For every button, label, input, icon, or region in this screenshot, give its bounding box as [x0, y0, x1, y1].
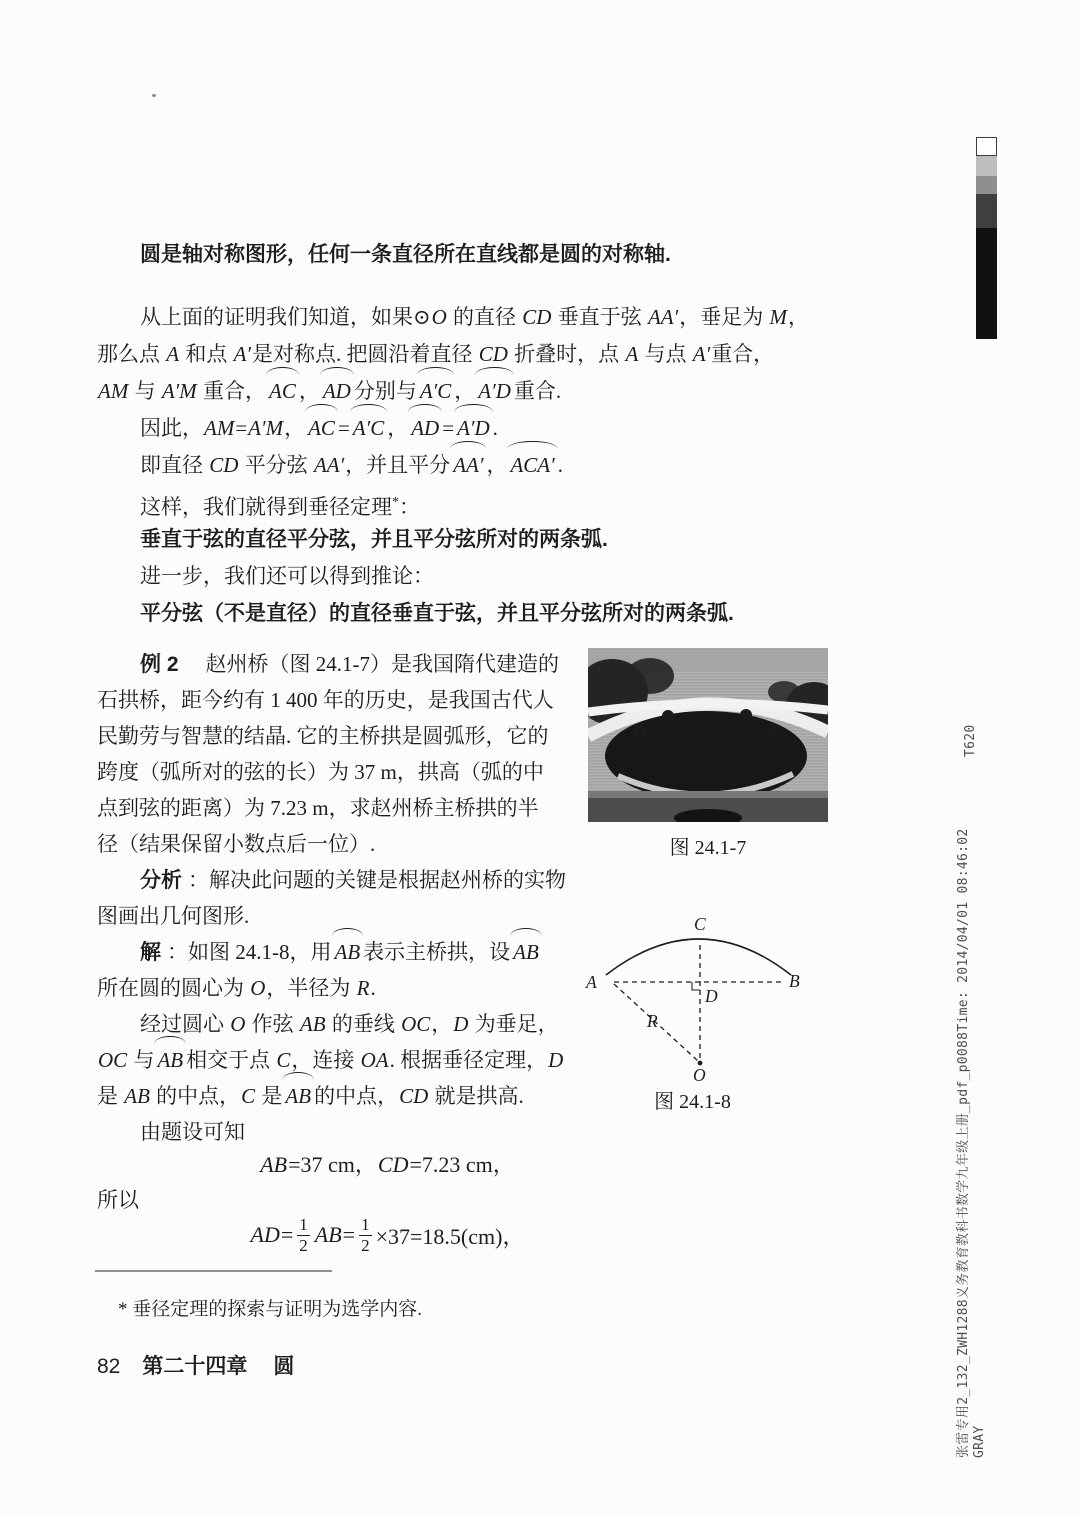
- arc-acb: [606, 939, 791, 975]
- text-line: 点到弦的距离）为 7.23 m，求赵州桥主桥拱的半: [97, 796, 539, 820]
- watermark-gray-label: GRAY: [972, 1425, 987, 1458]
- text-line: 平分弦（不是直径）的直径垂直于弦，并且平分弦所对的两条弧.: [140, 602, 734, 625]
- math-symbol: A′M: [248, 416, 284, 440]
- zhaozhou-bridge-photo: [588, 648, 828, 822]
- photo-water-ellipse: [605, 711, 807, 801]
- math-arc: AB: [332, 934, 364, 970]
- point-label-c: C: [694, 915, 706, 934]
- text-line: 这样，我们就得到垂径定理*：: [140, 495, 420, 519]
- math-symbol: A′M: [161, 379, 197, 403]
- math-arc: AB: [154, 1042, 186, 1078]
- text-line: AM 与 A′M 重合， AC ， AD 分别与 A′C ， A′D 重合.: [97, 373, 842, 410]
- math-arc: AC: [305, 410, 338, 447]
- calibration-step: [976, 156, 997, 176]
- math-symbol: AB: [299, 1012, 326, 1036]
- text-line: 民勤劳与智慧的结晶. 它的主桥拱是圆弧形，它的: [97, 724, 549, 748]
- math-symbol: A′: [233, 342, 251, 366]
- calibration-step: [976, 194, 997, 228]
- fraction: $\frac{1}{2}$: [299, 1215, 308, 1255]
- diagram-caption: 图 24.1-8: [654, 1091, 731, 1113]
- text-line: 从上面的证明我们知道，如果⊙O 的直径 CD 垂直于弦 AA′，垂足为 M，: [140, 305, 809, 329]
- text-line: 经过圆心 O 作弦 AB 的垂线 OC，D 为垂足，: [140, 1012, 559, 1036]
- run-in-heading: 例 2: [140, 653, 179, 676]
- point-label-a: A: [586, 972, 597, 992]
- math-symbol: O: [230, 1012, 246, 1036]
- scan-speck: [152, 94, 156, 97]
- math-symbol: CD: [377, 1152, 409, 1177]
- right-angle-mark: [692, 982, 700, 990]
- connector-suoyi: 所以: [97, 1188, 139, 1212]
- calibration-step: [976, 176, 997, 194]
- run-in-heading: 解: [140, 941, 161, 964]
- math-arc: A′C: [417, 373, 454, 410]
- math-symbol: OC: [401, 1012, 431, 1036]
- text-line: 跨度（弧所对的弦的长）为 37 m，拱高（弧的中: [97, 760, 544, 784]
- math-symbol: C: [241, 1084, 256, 1108]
- footnote-text: * 垂径定理的探索与证明为选学内容.: [118, 1299, 423, 1320]
- math-arc: AC: [266, 373, 299, 410]
- math-symbol: O: [431, 305, 447, 329]
- watermark-vertical: [956, 829, 988, 1458]
- math-symbol: R: [356, 976, 370, 1000]
- text-line: 图画出几何图形.: [97, 904, 250, 928]
- math-symbol: AD: [250, 1222, 280, 1247]
- footnote-rule: [95, 1270, 332, 1272]
- math-arc: ACA′: [507, 447, 557, 484]
- page-number: 82: [97, 1355, 121, 1378]
- math-symbol: AB: [260, 1152, 288, 1177]
- math-arc: AB: [510, 934, 542, 970]
- math-symbol: O: [250, 976, 266, 1000]
- text-line: 解 ：如图 24.1-8，用 AB 表示主桥拱，设 AB: [97, 934, 579, 970]
- text-line: 垂直于弦的直径平分弦，并且平分弦所对的两条弧.: [140, 528, 608, 551]
- math-symbol: AM: [98, 379, 129, 403]
- footnote-marker: *: [392, 495, 399, 510]
- section-label: 圆: [273, 1355, 295, 1378]
- fraction: $\frac{1}{2}$: [361, 1215, 370, 1255]
- math-symbol: A: [625, 342, 639, 366]
- page-footer: [97, 1350, 294, 1380]
- math-symbol: M: [769, 305, 787, 329]
- text-line: 即直径 CD 平分弦 AA′，并且平分 AA′ ， ACA′ .: [97, 447, 842, 484]
- intro-paragraphs: [97, 236, 842, 632]
- text-line: 所在圆的圆心为 O，半径为 R.: [97, 976, 376, 1000]
- math-arc: AD: [408, 410, 442, 447]
- math-symbol: CD: [399, 1084, 429, 1108]
- point-label-d: D: [705, 986, 718, 1006]
- math-symbol: OC: [98, 1048, 128, 1072]
- text-line: 是 AB 的中点，C 是 AB 的中点，CD 就是拱高.: [97, 1078, 579, 1114]
- math-arc: AA′: [450, 447, 486, 484]
- math-arc: A′C: [350, 410, 387, 447]
- math-symbol: D: [453, 1012, 469, 1036]
- formula-given: AB=37 cm，CD=7.23 cm，: [260, 1152, 515, 1177]
- watermark-line: 张雷专用2_132_ZWH1288义务教育教科书数学九年级上册_pdf_p0088Time: 2014/04/01 08:46:02: [956, 828, 971, 1458]
- math-symbol: A: [166, 342, 180, 366]
- text-line: OC 与 AB 相交于点 C，连接 OA. 根据垂径定理，D: [97, 1042, 579, 1078]
- calibration-step: [976, 137, 997, 156]
- text-line: 因此，AM=A′M， AC = A′C ， AD = A′D .: [97, 410, 842, 447]
- example-2-paragraphs: [97, 646, 579, 1150]
- chapter-label: 第二十四章: [142, 1355, 248, 1378]
- radius-label-r: R: [647, 1011, 658, 1031]
- math-symbol: AM: [204, 416, 235, 440]
- bridge-photo-art: [588, 648, 828, 822]
- watermark-code-t620: T620: [963, 724, 978, 757]
- text-line: 石拱桥，距今约有 1 400 年的历史，是我国古代人: [97, 688, 554, 712]
- text-line: 那么点 A 和点 A′是对称点. 把圆沿着直径 CD 折叠时，点 A 与点 A′重合，: [97, 342, 775, 366]
- calibration-step: [976, 228, 997, 339]
- math-symbol: AA′: [313, 453, 345, 477]
- text-line: 径（结果保留小数点后一位）.: [97, 832, 376, 856]
- point-label-o: O: [693, 1065, 706, 1085]
- math-symbol: AA′: [647, 305, 679, 329]
- math-symbol: CD: [209, 453, 239, 477]
- grayscale-calibration-bar: [976, 137, 997, 339]
- math-symbol: C: [276, 1048, 291, 1072]
- math-symbol: CD: [522, 305, 552, 329]
- math-symbol: A′: [692, 342, 711, 366]
- text-line: 分析 ：解决此问题的关键是根据赵州桥的实物: [140, 868, 566, 892]
- run-in-heading: 分析: [140, 869, 182, 892]
- math-arc: AD: [320, 373, 354, 410]
- photo-caption: 图 24.1-7: [669, 837, 747, 859]
- text-line: 例 2 赵州桥（图 24.1-7）是我国隋代建造的: [140, 652, 560, 676]
- text-line: 由题设可知: [140, 1120, 245, 1144]
- point-label-b: B: [789, 971, 800, 991]
- math-symbol: D: [548, 1048, 564, 1072]
- geometry-diagram: [585, 915, 800, 1087]
- text-line: 圆是轴对称图形，任何一条直径所在直线都是圆的对称轴.: [140, 243, 671, 266]
- math-symbol: AB: [124, 1084, 150, 1108]
- math-symbol: AB: [314, 1222, 342, 1247]
- math-arc: AB: [282, 1078, 314, 1114]
- math-symbol: CD: [478, 342, 508, 366]
- text-line: 进一步，我们还可以得到推论：: [140, 564, 434, 588]
- formula-result: AD = $\frac{1}{2}$ AB = $\frac{1}{2}$ ×37=18.5(cm)，: [250, 1215, 525, 1255]
- math-symbol: OA: [360, 1048, 389, 1072]
- math-arc: A′D: [475, 373, 514, 410]
- math-arc: A′D: [454, 410, 493, 447]
